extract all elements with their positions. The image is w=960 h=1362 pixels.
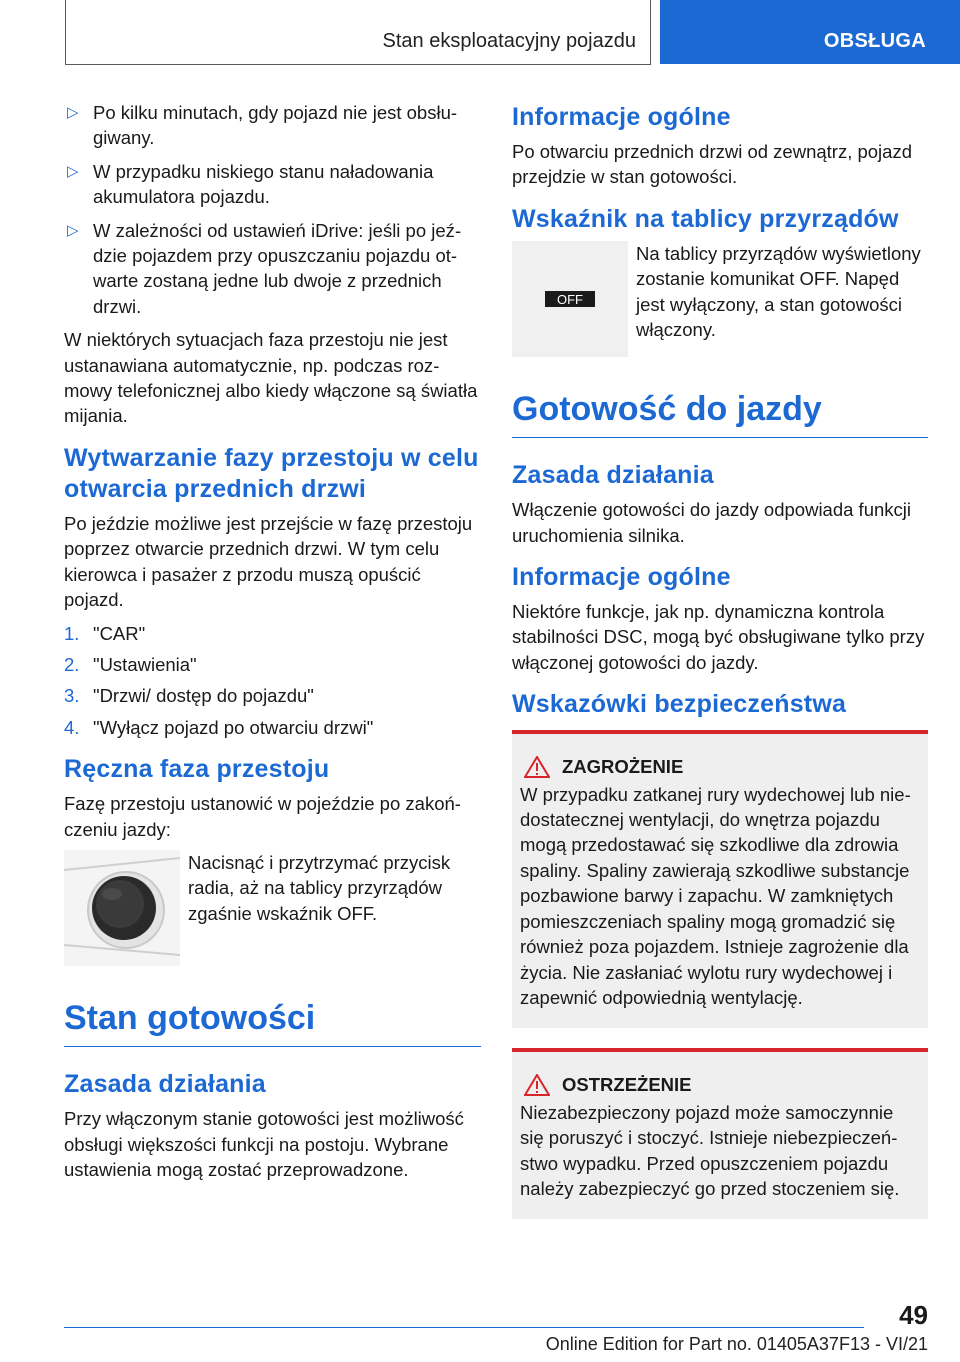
header-chapter-tab[interactable] (660, 0, 960, 64)
heading-manual: Ręczna faza przestoju (64, 755, 330, 784)
heading-safety: Wskazówki bezpieczeństwa (512, 690, 847, 719)
paragraph: Po otwarciu przednich drzwi od zewnątrz, pojazd przejdzie w stan gotowości. (512, 141, 912, 188)
danger-box (512, 730, 928, 1028)
warning-title-row (524, 1072, 920, 1097)
image-row (512, 241, 928, 363)
heading-principle: Zasada działania (64, 1070, 266, 1099)
radio-button-image (64, 850, 180, 972)
header-section-title: Stan eksploatacyjny pojazdu (382, 30, 636, 52)
indicator-caption: Na tablicy przyrządów wyświetlony zostanie komunikat OFF. Napęd jest wyłączony, a stan gotowości włączony. (636, 242, 921, 341)
warning-triangle-icon (524, 756, 550, 778)
left-column (64, 100, 481, 1191)
warning-triangle-icon (524, 1074, 550, 1096)
paragraph: Niektóre funkcje, jak np. dynamiczna kontrola stabilności DSC, mogą być obsługiwane tylko przy włączonej gotowości do jazdy. (512, 601, 925, 673)
off-label: OFF (557, 291, 583, 307)
triangle-bullet-icon: ▷ (67, 221, 79, 239)
off-indicator-image (512, 241, 628, 363)
footer-divider (64, 1327, 864, 1328)
step-item: 3. "Drzwi/ dostęp do pojazdu" (64, 685, 314, 707)
paragraph: Przy włączonym stanie gotowości jest możliwość obsługi większości funkcji na postoju. Wybrane ustawienia mogą zostać przeprowadzone. (64, 1108, 464, 1181)
paragraph: Włączenie gotowości do jazdy odpowiada funkcji uruchomienia silnika. (512, 499, 911, 546)
danger-title-row (524, 754, 920, 779)
triangle-bullet-icon: ▷ (67, 104, 79, 121)
header-section-box (65, 0, 651, 65)
paragraph: Po jeździe możliwe jest przejście w fazę przestoju poprzez otwarcie przednich drzwi. W tym celu kierowca i pasażer z przodu muszą opuścić pojazd. (64, 512, 473, 611)
list-item: ▷ W zależności od ustawień iDrive: jeśli po jeździe pojazdem przy opuszczaniu pojazdu otwarte zostaną jedne lub dwoje z przednich drzwi. (67, 219, 462, 317)
paragraph: W niektórych sytuacjach faza przestoju nie jest ustanawiana automatycznie, np. podczas rozmowy telefonicznej albo kiedy włączone są światła mijania. (64, 329, 478, 427)
paragraph: Fazę przestoju ustanowić w pojeździe po zakończeniu jazdy: (64, 793, 461, 840)
danger-text: W przypadku zatkanej rury wydechowej lub niedostatecznej wentylacji, do wnętrza pojazdu mogą przedostawać się szkodliwe dla zdrowia spaliny. Spaliny zawierają szkodliwe substancje pozbawione barwy i zapachu. W zamkniętych pomieszczeniach spaliny mogą gromadzić się również poza pojazdem. Istnieje zagrożenie dla życia. Nie zasłaniać wylotu rury wydechowej i zapewnić odpowiednią wentylację. (520, 783, 911, 1008)
warning-title: OSTRZEŻENIE (562, 1074, 692, 1096)
heading-doors: Wytwarzanie fazy przestoju w celu otwarcia przednich drzwi (64, 443, 479, 503)
footer-edition: Online Edition for Part no. 01405A37F13 - VI/21 (545, 1334, 928, 1354)
triangle-bullet-icon: ▷ (67, 162, 79, 180)
warning-box (512, 1048, 928, 1219)
heading-ready-state: Stan gotowości (64, 998, 481, 1047)
list-item: ▷ W przypadku niskiego stanu naładowania akumulatora pojazdu. (67, 160, 434, 208)
heading-principle: Zasada działania (512, 461, 714, 490)
heading-drive-ready: Gotowość do jazdy (512, 389, 928, 438)
step-item: 4. "Wyłącz pojazd po otwarciu drzwi" (64, 716, 374, 738)
step-item: 1. "CAR" (64, 622, 146, 644)
danger-title: ZAGROŻENIE (562, 756, 684, 778)
manual-image-caption: Nacisnąć i przytrzymać przycisk radia, aż na tablicy przyrządów zgaśnie wskaźnik OFF. (188, 851, 451, 924)
heading-general: Informacje ogólne (512, 563, 731, 592)
header-chapter-title: OBSŁUGA (823, 30, 926, 52)
list-item: ▷ Po kilku minutach, gdy pojazd nie jest obsługiwany. (67, 102, 458, 149)
heading-indicator: Wskaźnik na tablicy przyrządów (512, 204, 899, 233)
right-column (512, 100, 928, 1219)
step-item: 2. "Ustawienia" (64, 653, 197, 675)
image-row (64, 850, 481, 972)
heading-general: Informacje ogólne (512, 103, 731, 131)
page-number: 49 (899, 1300, 928, 1330)
warning-text: Niezabezpieczony pojazd może samoczynnie się poruszyć i stoczyć. Istnieje niebezpieczeństwo wypadku. Przed opuszczeniem pojazdu należy zabezpieczyć go przed stoczeniem się. (520, 1101, 900, 1199)
